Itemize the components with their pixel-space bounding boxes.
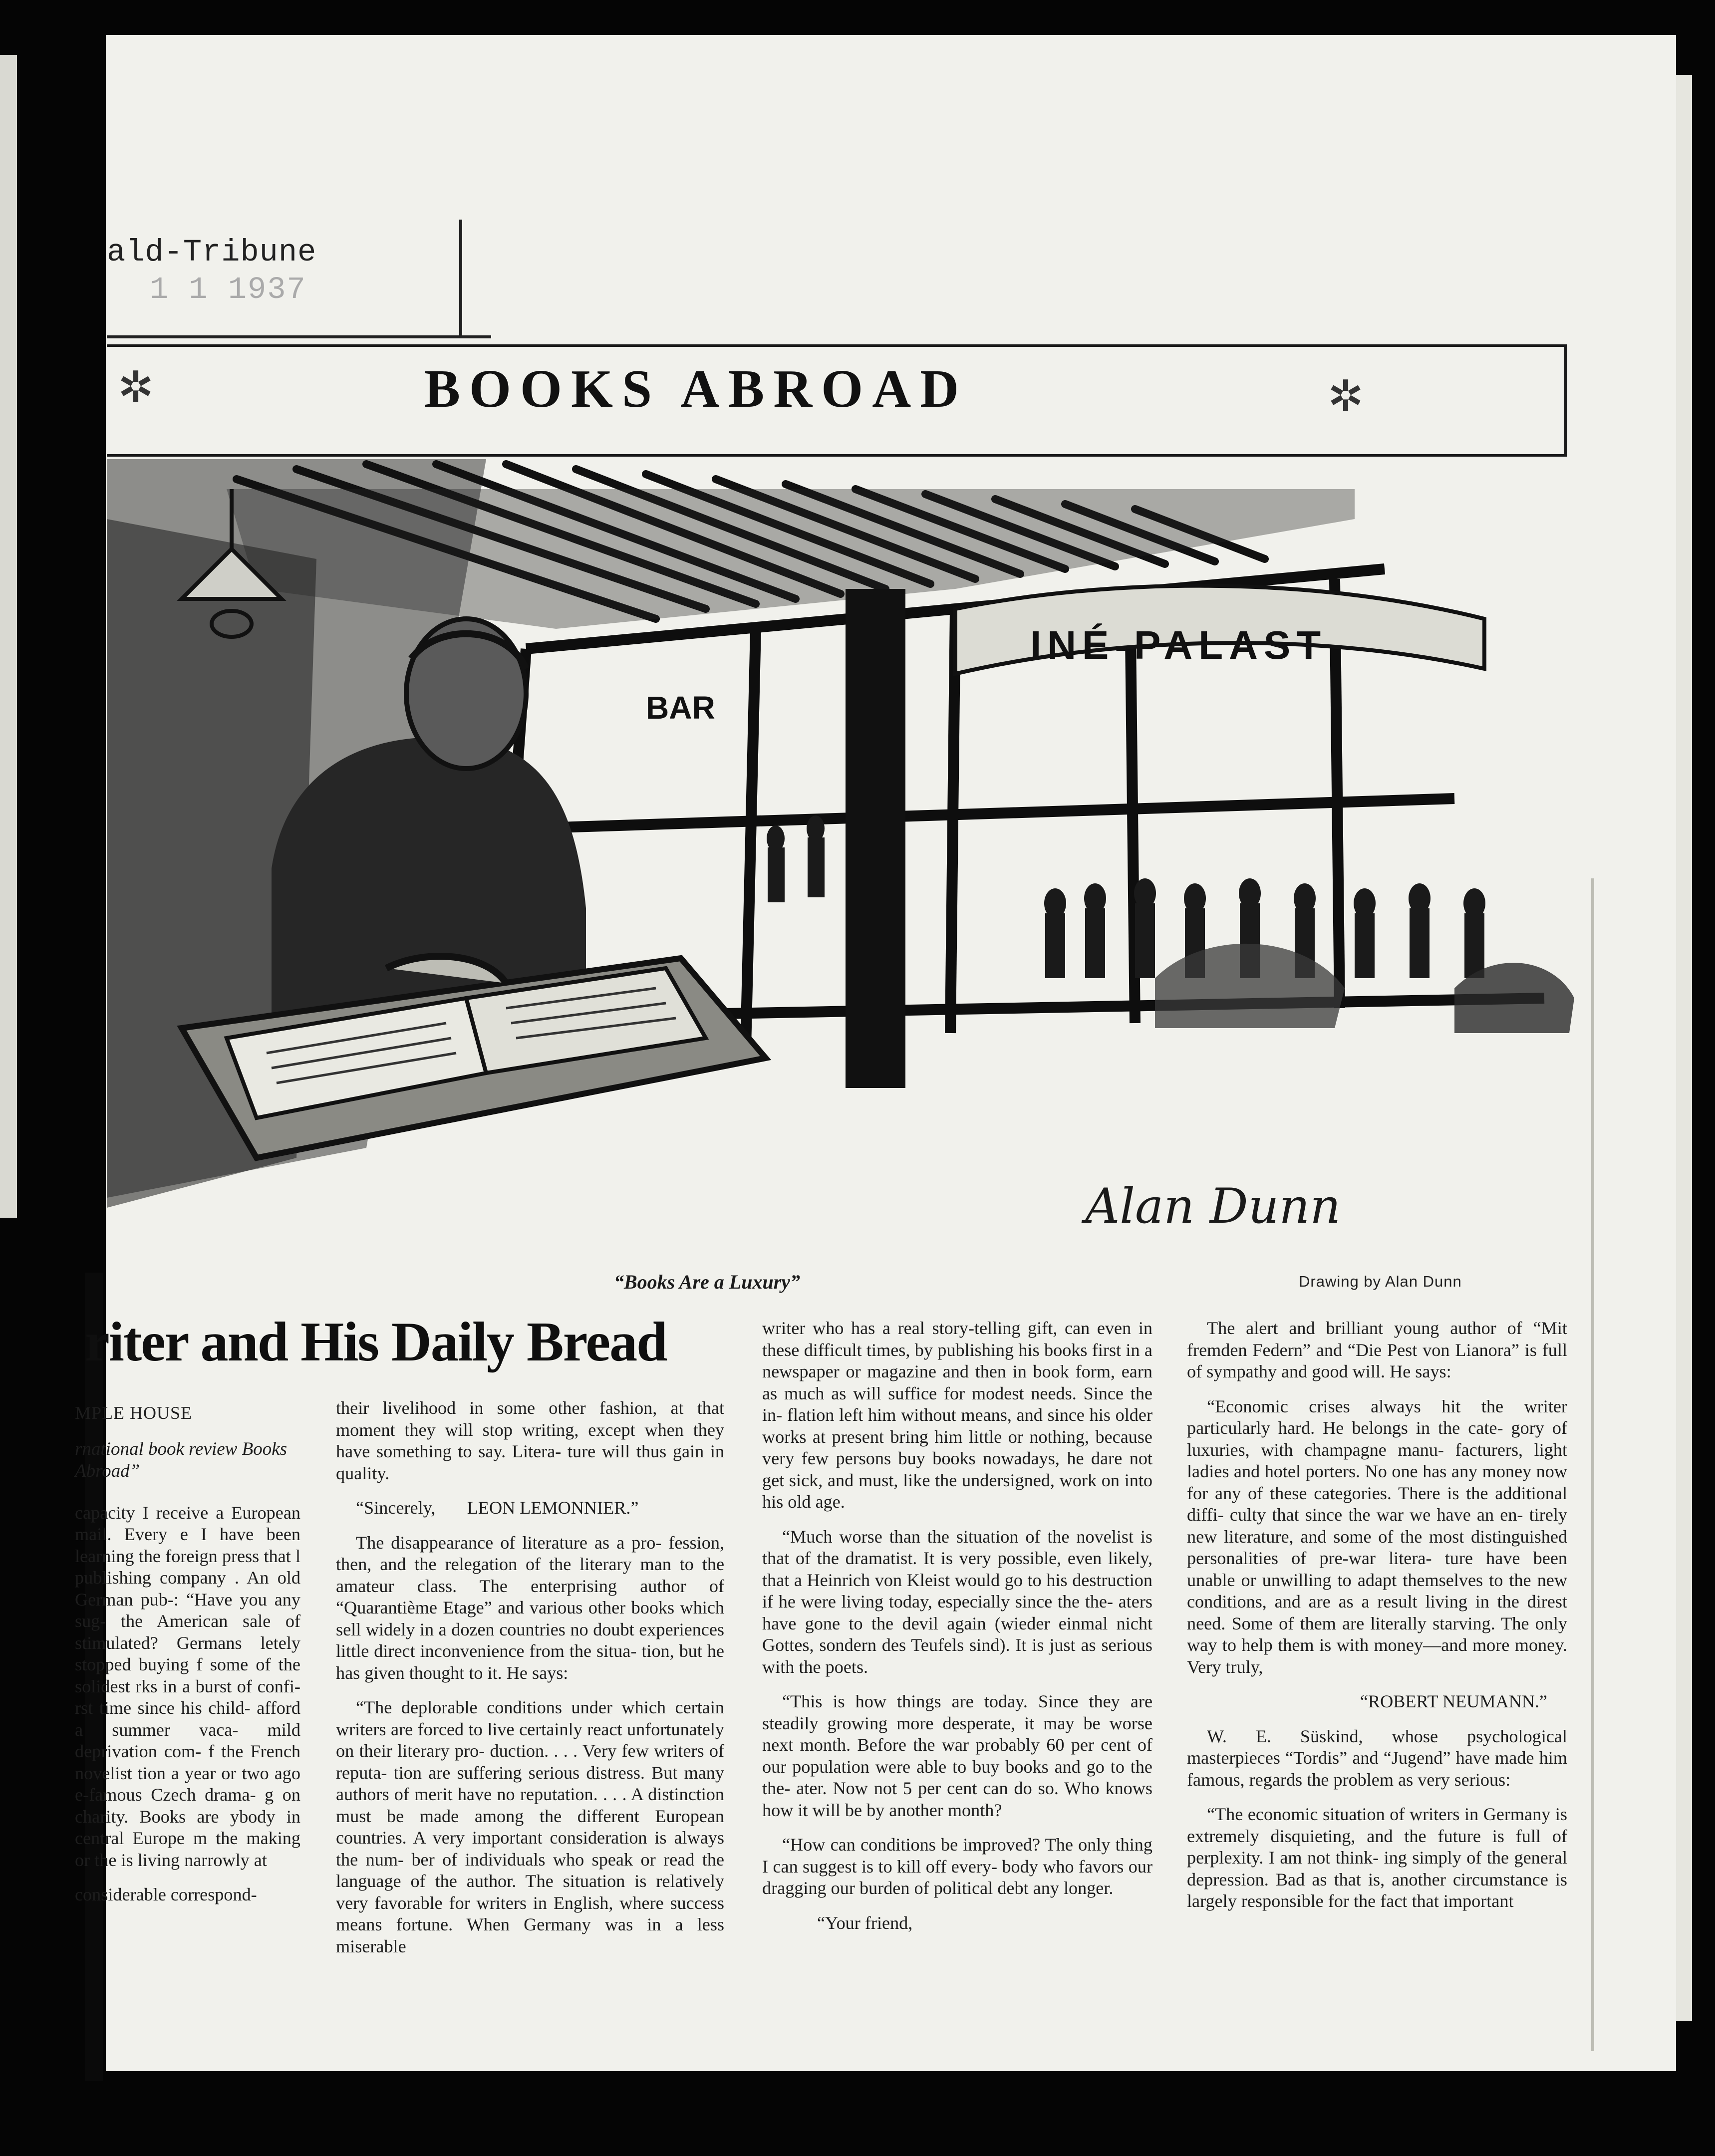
source-label: ald-Tribune (107, 235, 317, 270)
article-headline: riter and His Daily Bread (85, 1311, 667, 1373)
source-box-underline (107, 335, 491, 338)
paragraph: The disappearance of literature as a pro- fession, then, and the relegation of the literary man to the amateur class. The enterprising author of “Quarantième Etage” and various other books which sell widely in a dozen countries no doubt experiences little direct inconvenience from the situa- tion, but he has given thought to it. He says: (336, 1532, 724, 1683)
paragraph: “The economic situation of writers in Germany is extremely disquieting, and the future is full of perplexity. I am not think- ing simply of the general depression. Bad as that is, another circumstance is largely responsible for the fact that important (1187, 1804, 1567, 1911)
sketch-drawing (107, 459, 1584, 1258)
cinema-sign-text: INÉ-PALAST (1030, 623, 1327, 667)
article-column-2 (336, 1397, 724, 1970)
paragraph: The alert and brilliant young author of “Mit fremden Federn” and “Die Pest von Lianora” is full of sympathy and good will. He says: (1187, 1318, 1567, 1381)
source-box-border (459, 220, 462, 338)
paragraph: W. E. Süskind, whose psychological masterpieces “Tordis” and “Jugend” have made him famous, regards the problem as very serious: (1187, 1726, 1567, 1790)
article-subline: rnational book review Books Abroad” (75, 1438, 287, 1481)
illustration-caption: “Books Are a Luxury” (614, 1271, 801, 1293)
paragraph: “How can conditions be improved? The only thing I can suggest is to kill off every- body who favors our dragging our burden of political debt any longer. (762, 1835, 1152, 1898)
paragraph: “Much worse than the situation of the novelist is that of the dramatist. It is very possible, even likely, that a Heinrich von Kleist would go to his destruction if he were living today, especially since the the- aters have gone to the devil again (wieder einmal nicht Gottes, sondern des Teufels sind). It is just as serious with the poets. (762, 1526, 1152, 1677)
paragraph: writer who has a real story-telling gift, can even in these difficult times, by publishing his books first in a newspaper or magazine and then in book form, earn as much as will suffice for modest needs. Since the in- flation left him without means, and since his older works at present bring him little or nothing, because very few persons buy books nowadays, he dare not get sick, and must, like the undersigned, work on into his old age. (762, 1318, 1152, 1512)
paragraph: “The deplorable conditions under which certain writers are forced to live certainly react unfortunately on their literary pro- duction. . . . Very few writers of reputa- tion are suffering serious distress. But many authors of merit have no reputation. . . . A distinction must be made among the different European countries. A very important consideration is always the num- ber of individuals who speak or read the language of the author. The situation is relatively very favorable for writers in English, where success means fortune. When Germany was in a less miserable (336, 1697, 724, 1956)
paragraph: capacity I receive a European mail. Every e I have been learning the foreign press that l publishing company . An old German pub-: “Have you any sug- the American sale of stimulated? Germans letely stopped buying f some of the solidest rks in a burst of confi- rst time since his child- afford a summer vaca- mild deprivation com- f the French novelist tion a year or two ago e-famous Czech drama- g on charity. Books are ybody in central Europe m the making or the is living narrowly at (75, 1502, 300, 1870)
date-stamp: 1 1 1937 (150, 272, 306, 307)
bar-sign-text: BAR (646, 690, 715, 726)
adjacent-page-edge (0, 55, 17, 1218)
illustration-books-are-a-luxury (107, 459, 1584, 1258)
paper-fold (1591, 878, 1594, 2051)
article-column-3 (762, 1318, 1152, 1947)
article-byline: MPLE HOUSE (75, 1403, 193, 1423)
snowflake-ornament-icon: ✲ (118, 363, 154, 411)
paragraph: considerable correspond- (75, 1885, 257, 1904)
section-title: BOOKS ABROAD (424, 359, 968, 419)
letter-closing: “Your friend, (817, 1912, 913, 1933)
paragraph: “This is how things are today. Since they are steadily growing more desperate, it may be worse next month. Before the war probably 60 per cent of our population were able to buy books and go to the the- ater. Now not 5 per cent can do so. Who knows how it will be by another month? (762, 1691, 1152, 1820)
letter-signature: “ROBERT NEUMANN.” (1360, 1691, 1547, 1711)
article-column-4 (1187, 1318, 1567, 1925)
snowflake-ornament-icon: ✲ (1328, 372, 1364, 420)
illustration-credit: Drawing by Alan Dunn (1299, 1273, 1462, 1290)
paragraph: their livelihood in some other fashion, at that moment they will stop writing, except when they have something to say. Litera- ture will thus gain in quality. (336, 1398, 724, 1483)
letter-signature: “Sincerely, LEON LEMONNIER.” (356, 1498, 639, 1518)
paragraph: “Economic crises always hit the writer particularly hard. He belongs in the cate- gory of luxuries, with champagne manu- facturers, light ladies and hotel porters. No one has any money now for any of these categories. There is the additional diffi- culty that since the war we have an en- tirely new literature, and some of the most distinguished personalities of pre-war litera- ture have been unable or unwilling to adapt themselves to the new conditions, and are as a result living in the direst need. Some of them are literally starving. The only way to help them is with money—and more money. Very truly, (1187, 1396, 1567, 1677)
article-column-1 (75, 1402, 300, 1919)
artist-signature: Alan Dunn (1085, 1178, 1341, 1234)
